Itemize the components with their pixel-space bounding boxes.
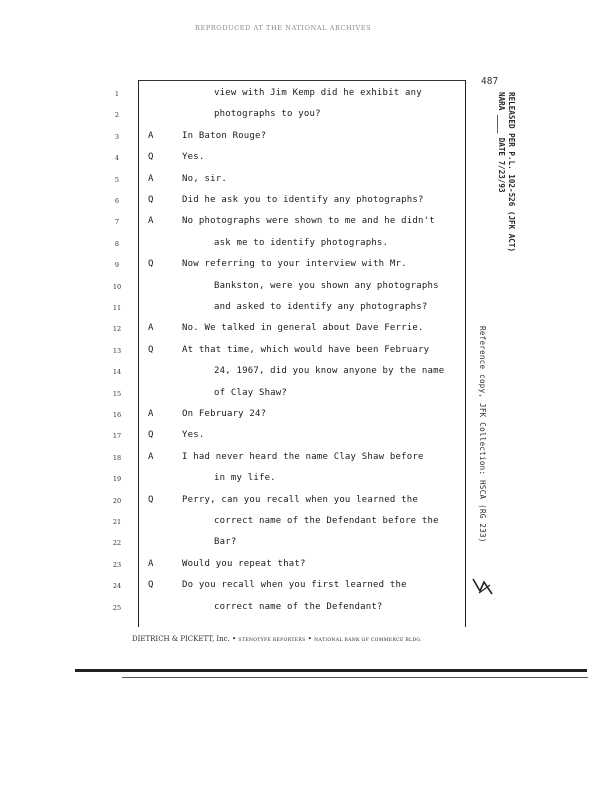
transcript-line: Do you recall when you first learned the bbox=[182, 580, 407, 591]
line-number: 10 bbox=[112, 282, 122, 291]
transcript-line: At that time, which would have been February bbox=[182, 344, 430, 355]
transcript-line: Perry, can you recall when you learned the bbox=[182, 494, 418, 505]
speaker-label: A bbox=[148, 451, 154, 462]
line-number: 8 bbox=[114, 239, 120, 248]
transcript-line: of Clay Shaw? bbox=[214, 387, 288, 398]
footer-rule-top bbox=[75, 669, 587, 672]
line-number: 18 bbox=[112, 453, 122, 462]
line-number: 13 bbox=[112, 346, 122, 355]
speaker-label: Q bbox=[148, 430, 154, 441]
line-number: 7 bbox=[114, 218, 120, 227]
archives-stamp: REPRODUCED AT THE NATIONAL ARCHIVES bbox=[195, 24, 372, 32]
transcript-line: Bar? bbox=[214, 537, 237, 548]
transcript-line: Yes. bbox=[182, 430, 205, 441]
speaker-label: A bbox=[148, 173, 154, 184]
line-number: 17 bbox=[112, 432, 122, 441]
line-number: 23 bbox=[112, 560, 122, 569]
line-number: 4 bbox=[114, 154, 120, 163]
transcript-line: Bankston, were you shown any photographs bbox=[214, 280, 439, 291]
transcript-line: photographs to you? bbox=[214, 109, 321, 120]
speaker-label: Q bbox=[148, 344, 154, 355]
reporter-role: STENOTYPE REPORTERS bbox=[238, 638, 306, 643]
speaker-label: A bbox=[148, 130, 154, 141]
line-number: 19 bbox=[112, 475, 122, 484]
line-number: 9 bbox=[114, 261, 120, 270]
transcript-line: correct name of the Defendant before the bbox=[214, 516, 439, 526]
transcript-line: and asked to identify any photographs? bbox=[214, 302, 428, 312]
transcript-line: 24, 1967, did you know anyone by the name bbox=[214, 366, 445, 377]
transcript-line: In Baton Rouge? bbox=[182, 130, 267, 141]
handwritten-mark-icon bbox=[470, 575, 496, 597]
transcript-line: ask me to identify photographs. bbox=[214, 237, 389, 248]
speaker-label: A bbox=[148, 558, 154, 569]
line-number: 3 bbox=[114, 132, 120, 141]
transcript-line: Would you repeat that? bbox=[182, 558, 306, 569]
line-number: 2 bbox=[114, 111, 120, 120]
speaker-label: Q bbox=[148, 494, 154, 505]
transcript-line: No. We talked in general about Dave Ferrie. bbox=[182, 323, 424, 334]
line-number: 1 bbox=[114, 90, 120, 98]
line-number: 6 bbox=[114, 197, 120, 205]
line-number: 14 bbox=[112, 368, 122, 377]
transcript-line: I had never heard the name Clay Shaw before bbox=[182, 451, 424, 462]
line-number: 21 bbox=[112, 518, 122, 526]
speaker-label: Q bbox=[148, 259, 154, 270]
line-number: 11 bbox=[112, 304, 122, 312]
footer-rule-bottom bbox=[122, 677, 588, 678]
line-number: 25 bbox=[112, 603, 122, 612]
speaker-label: A bbox=[148, 409, 154, 419]
line-number: 22 bbox=[112, 539, 122, 548]
speaker-label: A bbox=[148, 323, 154, 334]
transcript-line: No, sir. bbox=[182, 173, 227, 184]
speaker-label: Q bbox=[148, 152, 154, 163]
transcript-line: Now referring to your interview with Mr. bbox=[182, 259, 407, 270]
page-number: 487 bbox=[481, 76, 499, 87]
speaker-label: A bbox=[148, 216, 154, 227]
line-number: 15 bbox=[112, 389, 122, 398]
transcript-line: No photographs were shown to me and he didn't bbox=[182, 216, 435, 227]
transcript-line: in my life. bbox=[214, 473, 276, 484]
line-number: 24 bbox=[112, 582, 122, 591]
footer-separator: • bbox=[307, 635, 312, 643]
speaker-label: Q bbox=[148, 580, 154, 591]
line-number: 12 bbox=[112, 325, 122, 334]
transcript-line: correct name of the Defendant? bbox=[214, 601, 383, 612]
release-stamp: RELEASED PER P.L. 102-526 (JFK ACT) bbox=[507, 92, 516, 253]
transcript-line: On February 24? bbox=[182, 409, 267, 419]
transcript-line: view with Jim Kemp did he exhibit any bbox=[214, 88, 422, 98]
transcript-line: Did he ask you to identify any photographs? bbox=[182, 195, 424, 205]
line-number: 20 bbox=[112, 496, 122, 505]
speaker-label: Q bbox=[148, 195, 154, 205]
reporter-footer bbox=[132, 635, 472, 643]
footer-separator: • bbox=[232, 635, 237, 643]
release-stamp-date: NARA ____ DATE 7/23/93 bbox=[497, 92, 506, 193]
transcript-line: Yes. bbox=[182, 152, 205, 163]
reference-note: Reference copy, JFK Collection: HSCA (RG 233) bbox=[478, 326, 487, 543]
line-number: 16 bbox=[112, 411, 122, 419]
reporter-address: NATIONAL BANK OF COMMERCE BLDG. bbox=[314, 638, 422, 643]
reporter-firm: DIETRICH & PICKETT, Inc. bbox=[132, 635, 230, 643]
line-number: 5 bbox=[114, 175, 120, 184]
